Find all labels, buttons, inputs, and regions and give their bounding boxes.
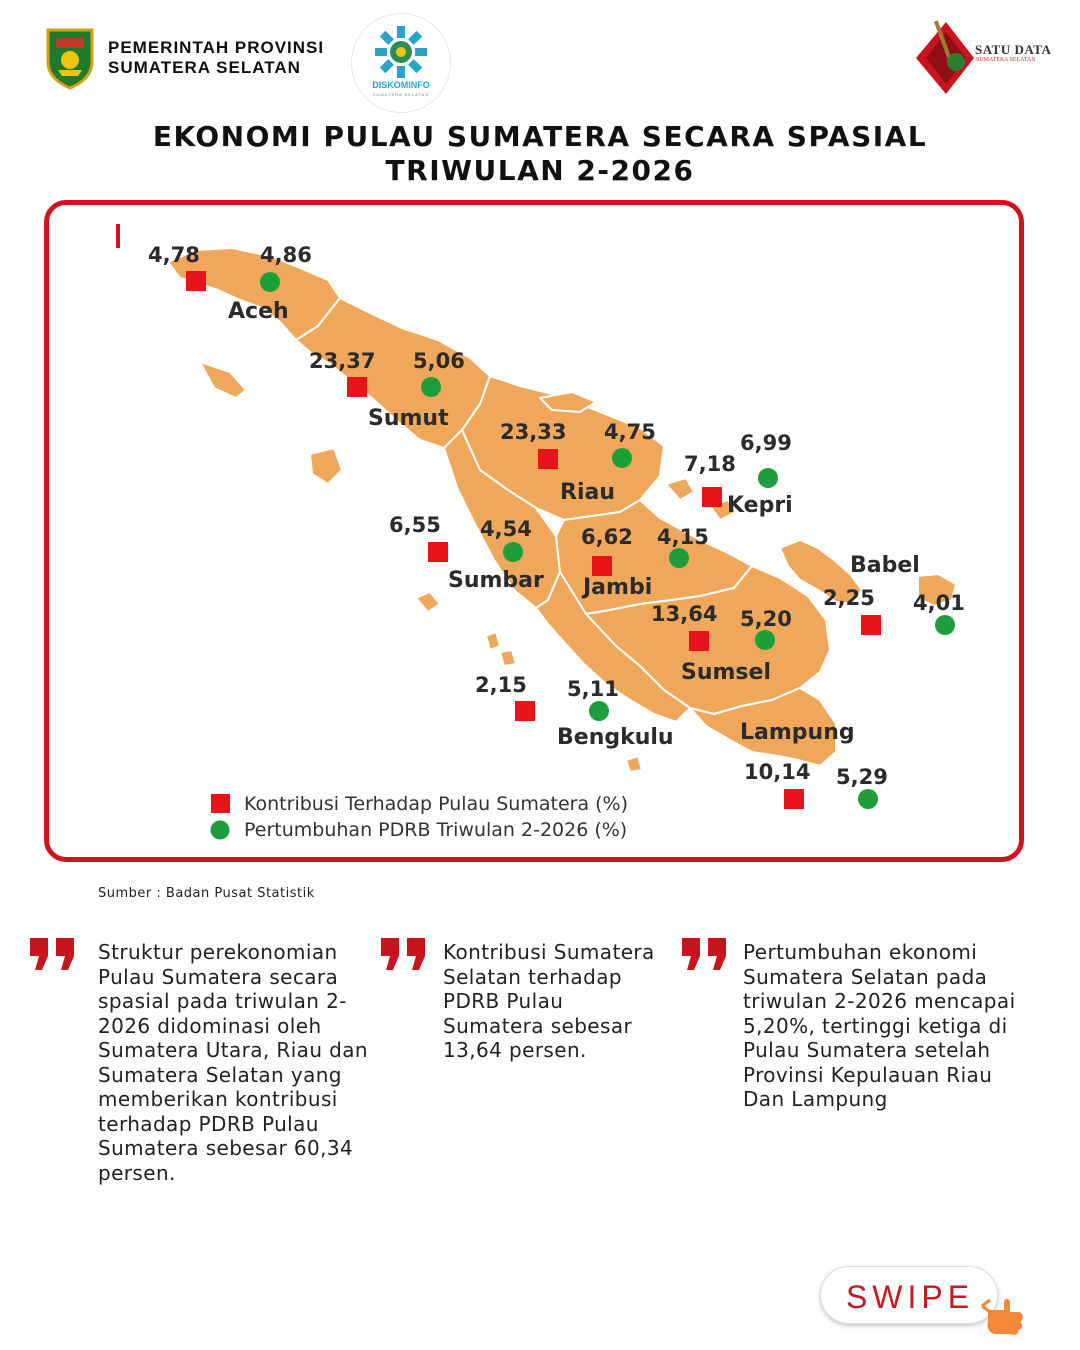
aceh-growth-value: 4,86 (260, 243, 312, 267)
lampung-contribution-marker (784, 789, 804, 809)
quote-icon (30, 938, 76, 972)
diskominfo-name: DISKOMINFO (372, 80, 430, 90)
babel-contribution-marker (861, 615, 881, 635)
sumsel-growth-value: 5,20 (740, 607, 792, 631)
corner-mark (116, 224, 120, 248)
province-emblem-icon (44, 26, 96, 90)
sumut-contribution-value: 23,37 (309, 349, 376, 373)
riau-contribution-value: 23,33 (500, 420, 567, 444)
riau-growth-value: 4,75 (604, 420, 656, 444)
babel-growth-value: 4,01 (913, 591, 965, 615)
riau-name: Riau (560, 480, 615, 505)
island-enggano (500, 650, 516, 666)
satu-data-title: SATU DATA (975, 42, 1052, 57)
lampung-growth-marker (858, 789, 878, 809)
babel-name: Babel (850, 553, 920, 578)
aceh-contribution-marker (186, 271, 206, 291)
note-growth: Pertumbuhan ekonomi Sumatera Selatan pada triwulan 2-2026 mencapai 5,20%, tertinggi ketiga di Pulau Sumatera setelah Provinsi Kepulauan Riau Dan Lampung (743, 940, 1016, 1111)
province-name (108, 38, 324, 78)
swipe-label: SWIPE (845, 1279, 975, 1315)
babel-contribution-value: 2,25 (823, 586, 875, 610)
page-title (0, 120, 1080, 188)
aceh-growth-marker (260, 272, 280, 292)
babel-growth-marker (935, 615, 955, 635)
legend-growth-marker (211, 821, 230, 840)
kepri-growth-value: 6,99 (740, 431, 792, 455)
title-line1: EKONOMI PULAU SUMATERA SECARA SPASIAL (152, 120, 928, 153)
jambi-contribution-marker (592, 556, 612, 576)
jambi-contribution-value: 6,62 (581, 525, 633, 549)
kepri-growth-marker (758, 468, 778, 488)
lampung-contribution-value: 10,14 (744, 760, 811, 784)
sumsel-growth-marker (755, 630, 775, 650)
sumut-growth-marker (421, 377, 441, 397)
note-structure: Struktur perekonomian Pulau Sumatera secara spasial pada triwulan 2-2026 didominasi oleh Sumatera Utara, Riau dan Sumatera Selatan yang memberikan kontribusi terhadap PDRB Pulau Sumatera sebesar 60,34 persen. (98, 940, 368, 1185)
sumsel-contribution-value: 13,64 (651, 602, 718, 626)
sumut-contribution-marker (347, 377, 367, 397)
satu-data-logo-icon (914, 18, 978, 96)
kepri-contribution-marker (702, 487, 722, 507)
aceh-contribution-value: 4,78 (148, 243, 200, 267)
bengkulu-contribution-value: 2,15 (475, 673, 527, 697)
diskominfo-logo-icon (352, 14, 450, 84)
province-name-line1: PEMERINTAH PROVINSI (108, 38, 325, 57)
kepri-contribution-value: 7,18 (684, 452, 736, 476)
diskominfo-logo (352, 14, 450, 112)
note-contribution: Kontribusi Sumatera Selatan terhadap PDRB Pulau Sumatera sebesar 13,64 persen. (443, 940, 655, 1062)
sumbar-contribution-value: 6,55 (389, 513, 441, 537)
riau-growth-marker (612, 448, 632, 468)
diskominfo-sub: SUMATERA SELATAN (372, 92, 430, 97)
sumbar-growth-marker (503, 542, 523, 562)
kepri-name: Kepri (727, 493, 793, 518)
bengkulu-growth-marker (589, 701, 609, 721)
sumut-name: Sumut (368, 406, 449, 431)
bengkulu-contribution-marker (515, 701, 535, 721)
quote-icon (381, 938, 427, 972)
aceh-name: Aceh (228, 299, 289, 324)
lampung-name: Lampung (740, 720, 855, 745)
bengkulu-growth-value: 5,11 (567, 677, 619, 701)
legend-growth-label: Pertumbuhan PDRB Triwulan 2-2026 (%) (244, 819, 628, 841)
bengkulu-name: Bengkulu (557, 725, 674, 750)
jambi-growth-value: 4,15 (657, 525, 709, 549)
satu-data-sub: SUMATERA SELATAN (976, 57, 1036, 63)
sumut-growth-value: 5,06 (413, 349, 465, 373)
lampung-growth-value: 5,29 (836, 765, 888, 789)
sumbar-contribution-marker (428, 542, 448, 562)
source-note: Sumber : Badan Pusat Statistik (98, 886, 315, 901)
swipe-button[interactable] (820, 1266, 998, 1324)
sumbar-name: Sumbar (448, 568, 544, 593)
legend-contribution-label: Kontribusi Terhadap Pulau Sumatera (%) (244, 793, 629, 815)
riau-contribution-marker (538, 449, 558, 469)
province-name-line2: SUMATERA SELATAN (108, 58, 301, 77)
sumsel-contribution-marker (689, 631, 709, 651)
title-line2: TRIWULAN 2-2026 (385, 154, 695, 187)
sumsel-name: Sumsel (681, 660, 771, 685)
jambi-name: Jambi (583, 575, 653, 600)
island-krakatau (626, 756, 642, 772)
pointing-hand-icon (980, 1290, 1026, 1338)
quote-icon (682, 938, 728, 972)
legend-contribution-marker (211, 794, 230, 813)
sumbar-growth-value: 4,54 (480, 517, 532, 541)
jambi-growth-marker (669, 548, 689, 568)
